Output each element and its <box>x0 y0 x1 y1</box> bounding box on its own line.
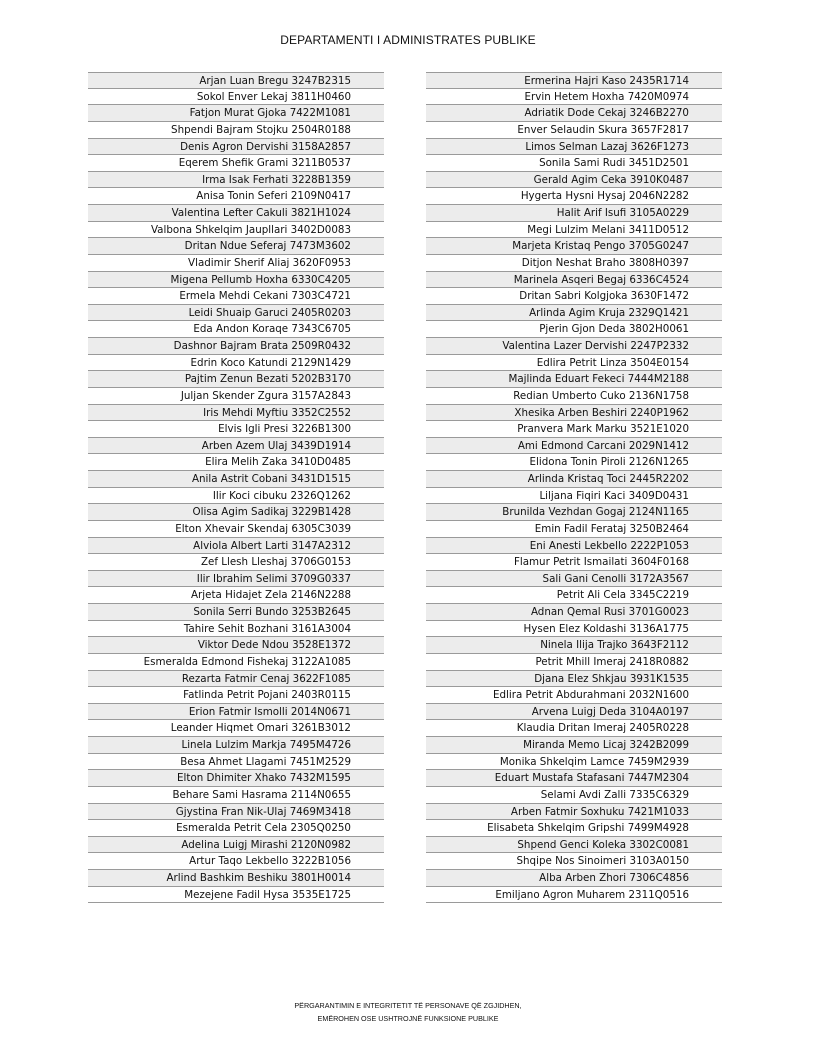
list-item: Dashnor Bajram Brata 2509R0432 <box>88 338 384 355</box>
list-item: Petrit Mhill Imeraj 2418R0882 <box>426 654 722 671</box>
list-item: Limos Selman Lazaj 3626F1273 <box>426 139 722 156</box>
list-item: Zef Llesh Lleshaj 3706G0153 <box>88 554 384 571</box>
list-item: Juljan Skender Zgura 3157A2843 <box>88 388 384 405</box>
list-item: Dritan Sabri Kolgjoka 3630F1472 <box>426 288 722 305</box>
list-item: Besa Ahmet Llagami 7451M2529 <box>88 754 384 771</box>
list-item: Pjerin Gjon Deda 3802H0061 <box>426 321 722 338</box>
list-item: Sali Gani Cenolli 3172A3567 <box>426 571 722 588</box>
list-item: Anila Astrit Cobani 3431D1515 <box>88 471 384 488</box>
list-item: Leidi Shuaip Garuci 2405R0203 <box>88 305 384 322</box>
list-item: Artur Taqo Lekbello 3222B1056 <box>88 853 384 870</box>
list-item: Elisabeta Shkelqim Gripshi 7499M4928 <box>426 820 722 837</box>
list-item: Eqerem Shefik Grami 3211B0537 <box>88 155 384 172</box>
list-item: Ami Edmond Carcani 2029N1412 <box>426 438 722 455</box>
list-item: Majlinda Eduart Fekeci 7444M2188 <box>426 371 722 388</box>
list-item: Denis Agron Dervishi 3158A2857 <box>88 139 384 156</box>
list-item: Esmeralda Edmond Fishekaj 3122A1085 <box>88 654 384 671</box>
list-item: Ninela Ilija Trajko 3643F2112 <box>426 637 722 654</box>
list-item: Arben Fatmir Soxhuku 7421M1033 <box>426 804 722 821</box>
list-item: Leander Hiqmet Omari 3261B3012 <box>88 720 384 737</box>
list-item: Rezarta Fatmir Cenaj 3622F1085 <box>88 671 384 688</box>
list-item: Halit Arif Isufi 3105A0229 <box>426 205 722 222</box>
list-item: Vladimir Sherif Aliaj 3620F0953 <box>88 255 384 272</box>
list-item: Ditjon Neshat Braho 3808H0397 <box>426 255 722 272</box>
list-item: Gjystina Fran Nik-Ulaj 7469M3418 <box>88 804 384 821</box>
list-item: Linela Lulzim Markja 7495M4726 <box>88 737 384 754</box>
footer-line-2: EMËROHEN OSE USHTROJNË FUNKSIONE PUBLIKE <box>317 1014 499 1023</box>
list-item: Valentina Lefter Cakuli 3821H1024 <box>88 205 384 222</box>
list-item: Pranvera Mark Marku 3521E1020 <box>426 421 722 438</box>
list-item: Valentina Lazer Dervishi 2247P2332 <box>426 338 722 355</box>
list-item: Flamur Petrit Ismailati 3604F0168 <box>426 554 722 571</box>
list-item: Sokol Enver Lekaj 3811H0460 <box>88 89 384 106</box>
list-item: Xhesika Arben Beshiri 2240P1962 <box>426 405 722 422</box>
list-item: Shpendi Bajram Stojku 2504R0188 <box>88 122 384 139</box>
list-item: Fatjon Murat Gjoka 7422M1081 <box>88 105 384 122</box>
list-item: Eduart Mustafa Stafasani 7447M2304 <box>426 770 722 787</box>
list-item: Edlira Petrit Abdurahmani 2032N1600 <box>426 687 722 704</box>
list-item: Ervin Hetem Hoxha 7420M0974 <box>426 89 722 106</box>
list-item: Petrit Ali Cela 3345C2219 <box>426 587 722 604</box>
list-item: Elton Xhevair Skendaj 6305C3039 <box>88 521 384 538</box>
list-item: Sonila Serri Bundo 3253B2645 <box>88 604 384 621</box>
list-item: Arvena Luigj Deda 3104A0197 <box>426 704 722 721</box>
list-item: Miranda Memo Licaj 3242B2099 <box>426 737 722 754</box>
list-item: Eni Anesti Lekbello 2222P1053 <box>426 538 722 555</box>
list-item: Migena Pellumb Hoxha 6330C4205 <box>88 272 384 289</box>
list-item: Sonila Sami Rudi 3451D2501 <box>426 155 722 172</box>
list-item: Monika Shkelqim Lamce 7459M2939 <box>426 754 722 771</box>
list-item: Emiljano Agron Muharem 2311Q0516 <box>426 887 722 904</box>
list-item: Redian Umberto Cuko 2136N1758 <box>426 388 722 405</box>
list-item: Ermela Mehdi Cekani 7303C4721 <box>88 288 384 305</box>
list-item: Ilir Koci cibuku 2326Q1262 <box>88 488 384 505</box>
page-title: DEPARTAMENTI I ADMINISTRATES PUBLIKE <box>280 33 536 47</box>
list-item: Olisa Agim Sadikaj 3229B1428 <box>88 504 384 521</box>
list-item: Arlinda Agim Kruja 2329Q1421 <box>426 305 722 322</box>
list-item: Elidona Tonin Piroli 2126N1265 <box>426 454 722 471</box>
list-item: Adnan Qemal Rusi 3701G0023 <box>426 604 722 621</box>
list-item: Dritan Ndue Seferaj 7473M3602 <box>88 238 384 255</box>
list-item: Arjan Luan Bregu 3247B2315 <box>88 72 384 89</box>
list-item: Elira Melih Zaka 3410D0485 <box>88 454 384 471</box>
list-item: Megi Lulzim Melani 3411D0512 <box>426 222 722 239</box>
list-item: Valbona Shkelqim Jaupllari 3402D0083 <box>88 222 384 239</box>
list-item: Djana Elez Shkjau 3931K1535 <box>426 671 722 688</box>
list-item: Enver Selaudin Skura 3657F2817 <box>426 122 722 139</box>
list-item: Brunilda Vezhdan Gogaj 2124N1165 <box>426 504 722 521</box>
list-item: Irma Isak Ferhati 3228B1359 <box>88 172 384 189</box>
list-item: Hysen Elez Koldashi 3136A1775 <box>426 621 722 638</box>
list-item: Tahire Sehit Bozhani 3161A3004 <box>88 621 384 638</box>
list-item: Mezejene Fadil Hysa 3535E1725 <box>88 887 384 904</box>
list-item: Marjeta Kristaq Pengo 3705G0247 <box>426 238 722 255</box>
list-item: Elvis Igli Presi 3226B1300 <box>88 421 384 438</box>
list-item: Pajtim Zenun Bezati 5202B3170 <box>88 371 384 388</box>
list-item: Ilir Ibrahim Selimi 3709G0337 <box>88 571 384 588</box>
list-item: Behare Sami Hasrama 2114N0655 <box>88 787 384 804</box>
list-item: Gerald Agim Ceka 3910K0487 <box>426 172 722 189</box>
list-item: Fatlinda Petrit Pojani 2403R0115 <box>88 687 384 704</box>
list-item: Eda Andon Koraqe 7343C6705 <box>88 321 384 338</box>
list-item: Marinela Asqeri Begaj 6336C4524 <box>426 272 722 289</box>
list-item: Alviola Albert Larti 3147A2312 <box>88 538 384 555</box>
list-item: Elton Dhimiter Xhako 7432M1595 <box>88 770 384 787</box>
right-name-list <box>426 72 722 903</box>
list-item: Erion Fatmir Ismolli 2014N0671 <box>88 704 384 721</box>
list-item: Adriatik Dode Cekaj 3246B2270 <box>426 105 722 122</box>
list-item: Viktor Dede Ndou 3528E1372 <box>88 637 384 654</box>
list-item: Alba Arben Zhori 7306C4856 <box>426 870 722 887</box>
list-item: Iris Mehdi Myftiu 3352C2552 <box>88 405 384 422</box>
list-item: Shpend Genci Koleka 3302C0081 <box>426 837 722 854</box>
list-item: Anisa Tonin Seferi 2109N0417 <box>88 188 384 205</box>
list-item: Liljana Fiqiri Kaci 3409D0431 <box>426 488 722 505</box>
list-item: Adelina Luigj Mirashi 2120N0982 <box>88 837 384 854</box>
list-item: Arjeta Hidajet Zela 2146N2288 <box>88 587 384 604</box>
list-item: Klaudia Dritan Imeraj 2405R0228 <box>426 720 722 737</box>
list-item: Selami Avdi Zalli 7335C6329 <box>426 787 722 804</box>
left-name-list <box>88 72 384 903</box>
list-item: Emin Fadil Ferataj 3250B2464 <box>426 521 722 538</box>
list-item: Hygerta Hysni Hysaj 2046N2282 <box>426 188 722 205</box>
page-footer <box>0 999 816 1025</box>
list-item: Esmeralda Petrit Cela 2305Q0250 <box>88 820 384 837</box>
list-item: Arlinda Kristaq Toci 2445R2202 <box>426 471 722 488</box>
list-item: Edrin Koco Katundi 2129N1429 <box>88 355 384 372</box>
list-item: Arben Azem Ulaj 3439D1914 <box>88 438 384 455</box>
list-item: Shqipe Nos Sinoimeri 3103A0150 <box>426 853 722 870</box>
list-item: Arlind Bashkim Beshiku 3801H0014 <box>88 870 384 887</box>
list-item: Ermerina Hajri Kaso 2435R1714 <box>426 72 722 89</box>
footer-line-1: PËRGARANTIMIN E INTEGRITETIT TË PERSONAVE QË ZGJIDHEN, <box>294 1001 522 1010</box>
list-item: Edlira Petrit Linza 3504E0154 <box>426 355 722 372</box>
